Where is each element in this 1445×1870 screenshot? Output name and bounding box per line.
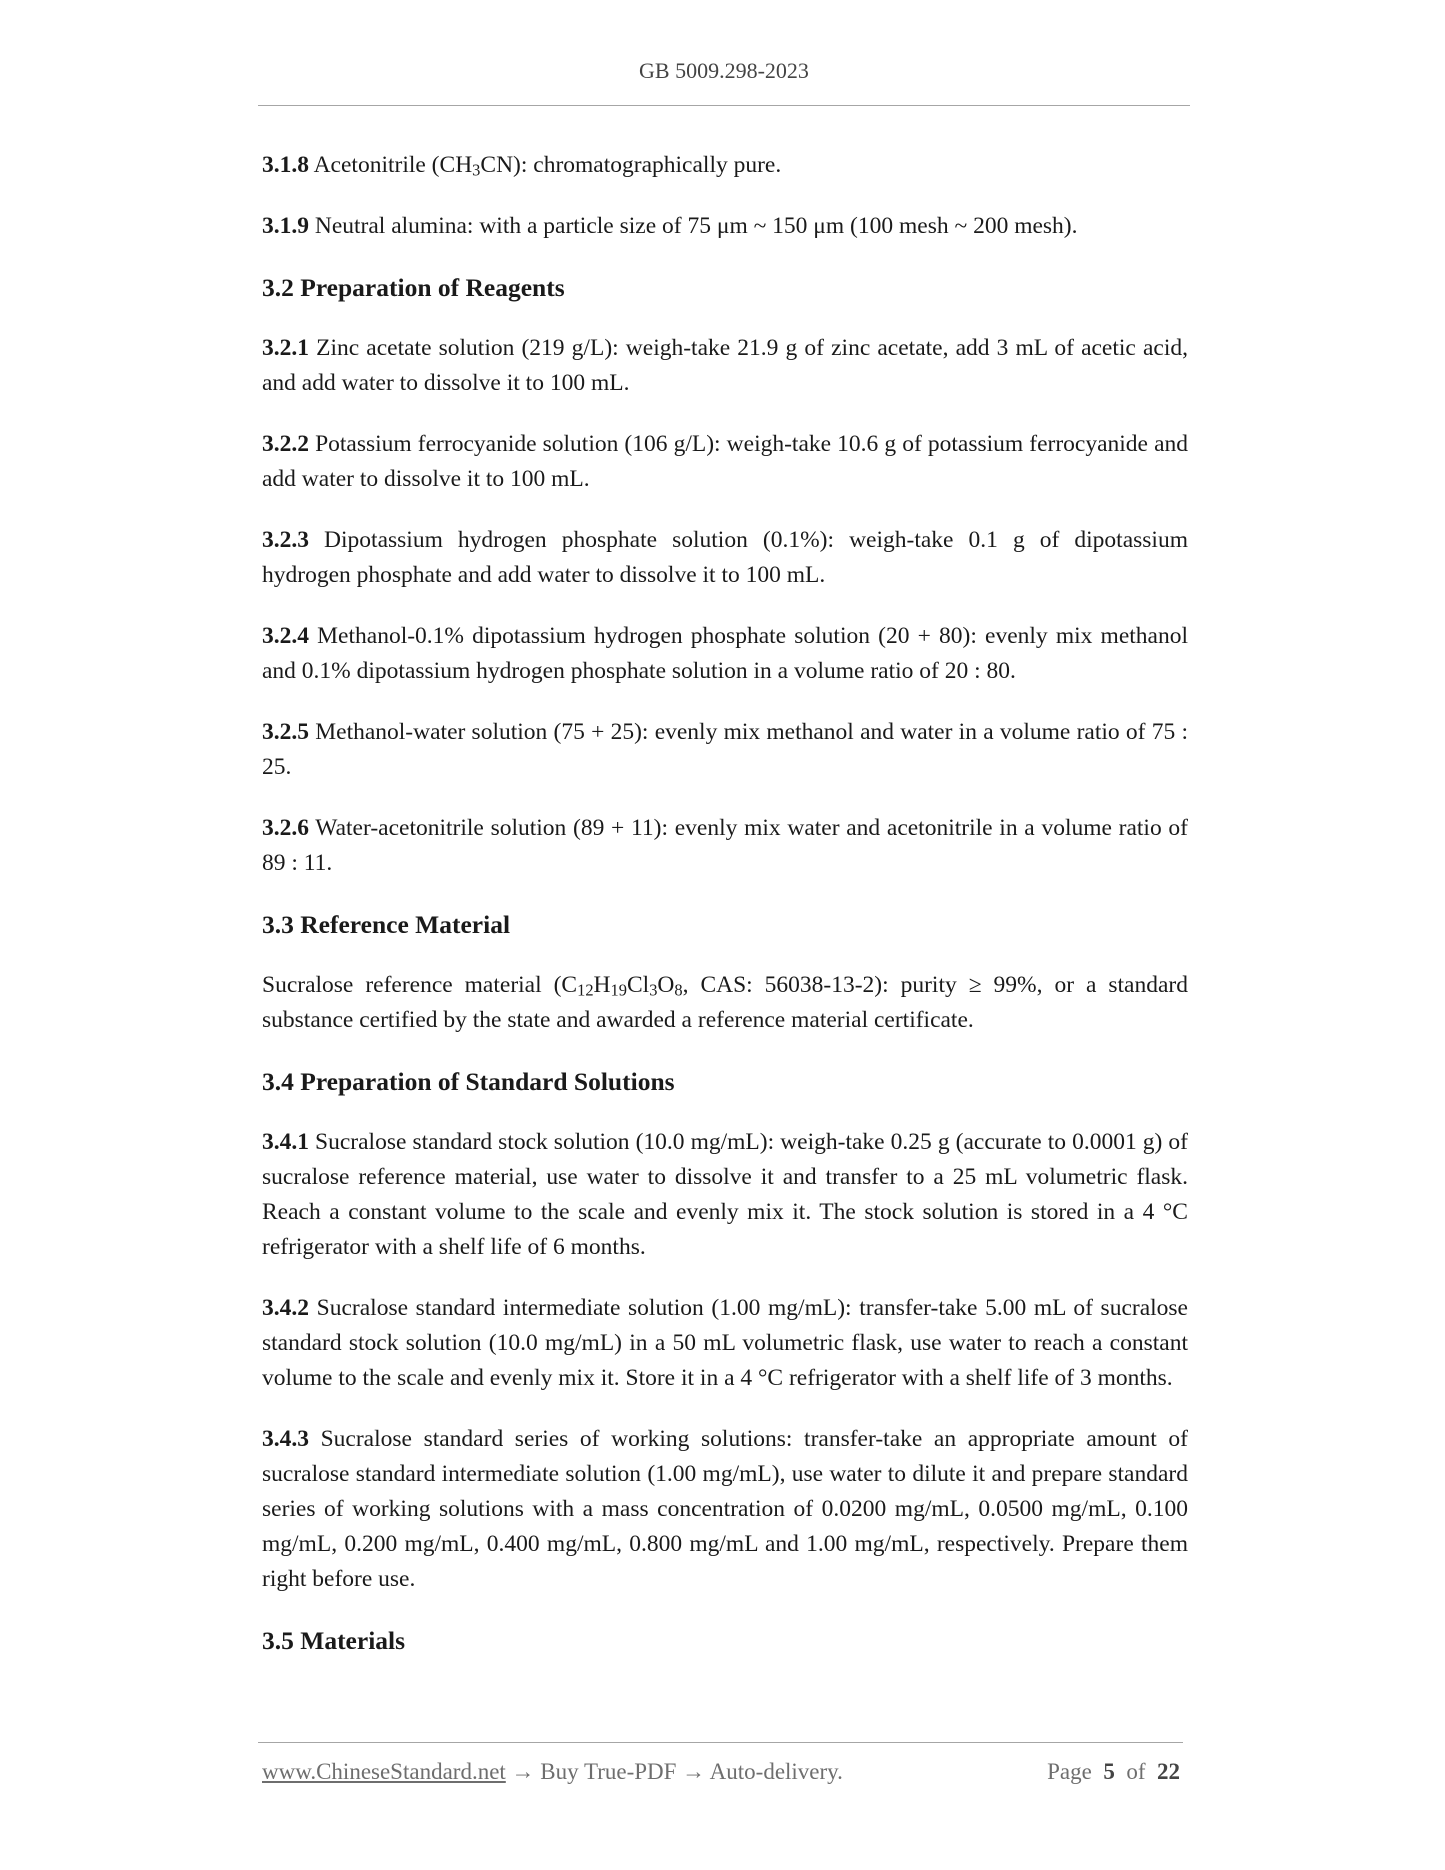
clause-number: 3.2.5 [262,719,309,745]
footer-promo [262,1759,843,1785]
clause-text: Water-acetonitrile solution (89 + 11): evenly mix water and acetonitrile in a volume ratio of 89 : 11. [262,815,1188,876]
page-number [1047,1759,1180,1785]
clause-number: 3.4.2 [262,1295,309,1321]
footer-divider [258,1742,1183,1743]
page-total: 22 [1157,1759,1180,1784]
page-of-label: of [1126,1759,1146,1784]
clause-3-4-3 [262,1422,1188,1597]
clause-3-4-2 [262,1291,1188,1396]
running-header: GB 5009.298-2023 [639,58,809,83]
page-footer [262,1759,1180,1785]
clause-number: 3.2.6 [262,815,309,841]
clause-3-2-4 [262,619,1188,689]
clause-text: Sucralose standard series of working solutions: transfer-take an appropriate amount of sucralose standard intermediate solution (1.00 mg/mL), use water to dilute it and prepare standard series of working solutions with a mass concentration of 0.0200 mg/mL, 0.0500 mg/mL, 0.100 mg/mL, 0.200 mg/mL, 0.400 mg/mL, 0.800 mg/mL and 1.00 mg/mL, respectively. Prepare them right before use. [262,1426,1188,1592]
website-link[interactable]: www.ChineseStandard.net [262,1759,506,1784]
clause-text: Acetonitrile $(CH_3CN)$: chromatographically pure. [309,152,782,180]
clause-number: 3.4.1 [262,1129,309,1155]
page-current: 5 [1103,1759,1115,1784]
footer-tagline: → Buy True-PDF → Auto-delivery. [505,1759,843,1784]
clause-number: 3.2.4 [262,623,309,649]
clause-text: Dipotassium hydrogen phosphate solution (0.1%): weigh-take 0.1 g of dipotassium hydrogen phosphate and add water to dissolve it to 100 mL. [262,527,1188,588]
section-heading-3-2: 3.2 Preparation of Reagents [262,273,565,302]
section-heading-3-3: 3.3 Reference Material [262,910,511,939]
clause-text: Sucralose reference material ($C_{12}H_{19}Cl_3O_8$, CAS: 56038-13-2): purity ≥ 99%, or a standard substance certified by the state and awarded a reference material certificate. [262,972,1188,1033]
clause-3-2-6 [262,811,1188,881]
clause-3-2-3 [262,523,1188,593]
clause-3-2-2 [262,427,1188,497]
clause-3-4-1 [262,1125,1188,1265]
clause-text: Neutral alumina: with a particle size of 75 μm ~ 150 μm (100 mesh ~ 200 mesh). [309,213,1078,239]
clause-text: Sucralose standard stock solution (10.0 mg/mL): weigh-take 0.25 g (accurate to 0.0001 g) of sucralose reference material, use water to dissolve it and transfer to a 25 mL volumetric flask. Reach a constant volume to the scale and evenly mix it. The stock solution is stored in a 4 °C refrigerator with a shelf life of 6 months. [262,1129,1188,1260]
clause-number: 3.2.1 [262,335,309,361]
clause-3-1-8 [262,148,1188,183]
clause-number: 3.1.8 [262,152,309,178]
header-divider [258,105,1190,106]
clause-text: Methanol-0.1% dipotassium hydrogen phosphate solution (20 + 80): evenly mix methanol and 0.1% dipotassium hydrogen phosphate solution in a volume ratio of 20 : 80. [262,623,1188,684]
page-label: Page [1047,1759,1092,1784]
clause-3-2-1 [262,331,1188,401]
section-heading-3-4: 3.4 Preparation of Standard Solutions [262,1067,675,1096]
clause-text: Sucralose standard intermediate solution (1.00 mg/mL): transfer-take 5.00 mL of sucralose standard stock solution (10.0 mg/mL) in a 50 mL volumetric flask, use water to reach a constant volume to the scale and evenly mix it. Store it in a 4 °C refrigerator with a shelf life of 3 months. [262,1295,1188,1391]
clause-number: 3.2.3 [262,527,309,553]
page-body [262,148,1188,1684]
clause-3-2-5 [262,715,1188,785]
clause-text: Potassium ferrocyanide solution (106 g/L): weigh-take 10.6 g of potassium ferrocyanide and add water to dissolve it to 100 mL. [262,431,1188,492]
clause-text: Methanol-water solution (75 + 25): evenly mix methanol and water in a volume ratio of 75 : 25. [262,719,1188,780]
section-heading-3-5: 3.5 Materials [262,1626,406,1655]
clause-number: 3.1.9 [262,213,309,239]
clause-number: 3.4.3 [262,1426,309,1452]
clause-number: 3.2.2 [262,431,309,457]
clause-3-1-9 [262,209,1188,244]
clause-text: Zinc acetate solution (219 g/L): weigh-take 21.9 g of zinc acetate, add 3 mL of acetic acid, and add water to dissolve it to 100 mL. [262,335,1188,396]
clause-3-3 [262,968,1188,1038]
